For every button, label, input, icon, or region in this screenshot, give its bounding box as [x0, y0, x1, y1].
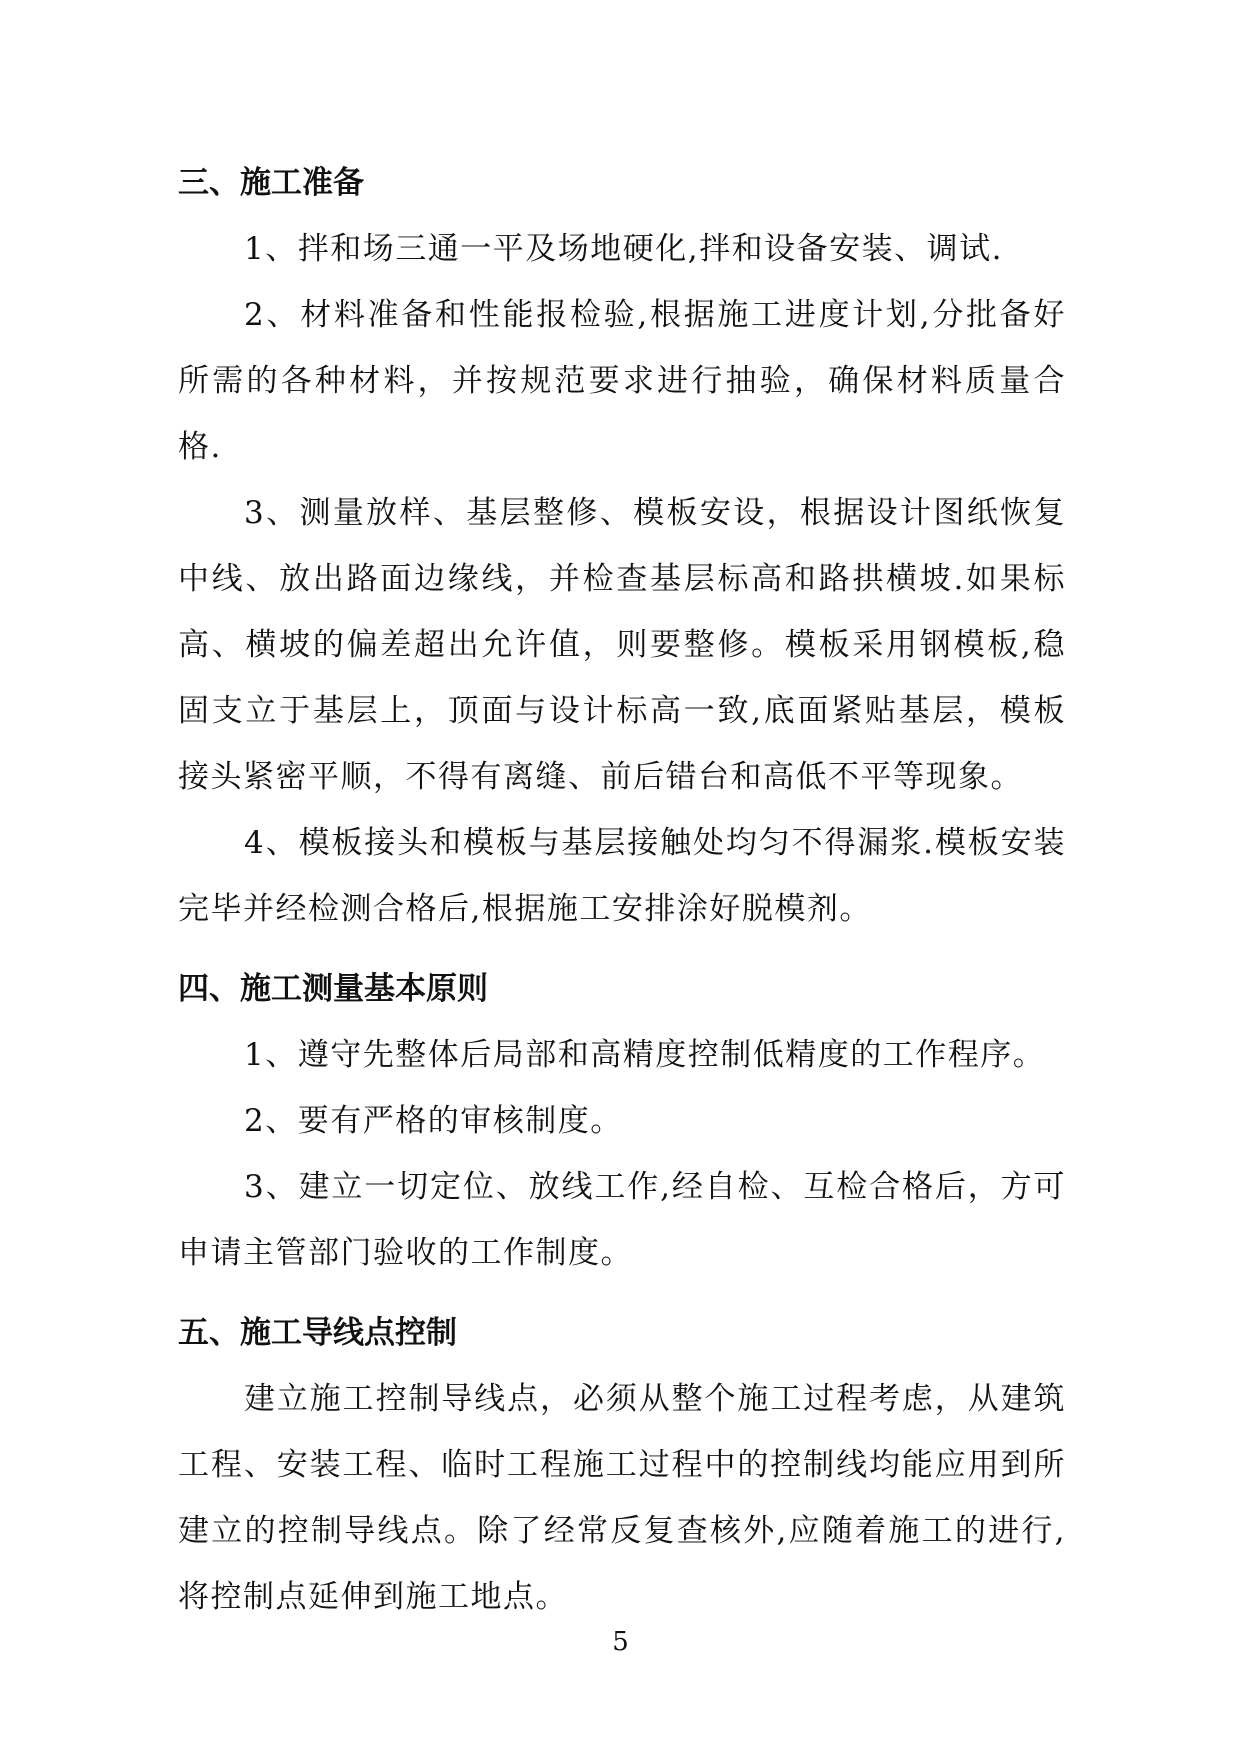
section-traverse-control — [178, 1300, 1066, 1630]
paragraph: 2、要有严格的审核制度。 — [244, 1103, 623, 1139]
paragraph: 4、模板接头和模板与基层接触处均匀不得漏浆.模板安装完毕并经检测合格后,根据施工安排涂好脱模剂。 — [178, 825, 1066, 927]
page-number: 5 — [612, 1627, 629, 1657]
paragraph: 建立施工控制导线点，必须从整个施工过程考虑，从建筑工程、安装工程、临时工程施工过程中的控制线均能应用到所建立的控制导线点。除了经常反复查核外,应随着施工的进行,将控制点延伸到施工地点。 — [178, 1381, 1066, 1615]
paragraph: 1、拌和场三通一平及场地硬化,拌和设备安装、调试. — [244, 231, 1003, 267]
section-heading: 五、施工导线点控制 — [178, 1315, 457, 1351]
paragraph: 3、测量放样、基层整修、模板安设，根据设计图纸恢复中线、放出路面边缘线，并检查基层标高和路拱横坡.如果标高、横坡的偏差超出允许值，则要整修。模板采用钢模板,稳固支立于基层上，顶面与设计标高一致,底面紧贴基层，模板接头紧密平顺，不得有离缝、前后错台和高低不平等现象。 — [178, 495, 1066, 795]
paragraph: 1、遵守先整体后局部和高精度控制低精度的工作程序。 — [244, 1037, 1046, 1073]
section-construction-preparation — [178, 150, 1066, 942]
section-spacer — [178, 942, 1066, 956]
paragraph: 2、材料准备和性能报检验,根据施工进度计划,分批备好所需的各种材料，并按规范要求进行抽验，确保材料质量合格. — [178, 297, 1066, 465]
section-heading: 三、施工准备 — [178, 165, 364, 201]
paragraph: 3、建立一切定位、放线工作,经自检、互检合格后，方可申请主管部门验收的工作制度。 — [178, 1169, 1066, 1271]
section-survey-principles — [178, 956, 1066, 1286]
section-heading: 四、施工测量基本原则 — [178, 971, 488, 1007]
section-spacer — [178, 1286, 1066, 1300]
page-body — [178, 150, 1066, 1630]
